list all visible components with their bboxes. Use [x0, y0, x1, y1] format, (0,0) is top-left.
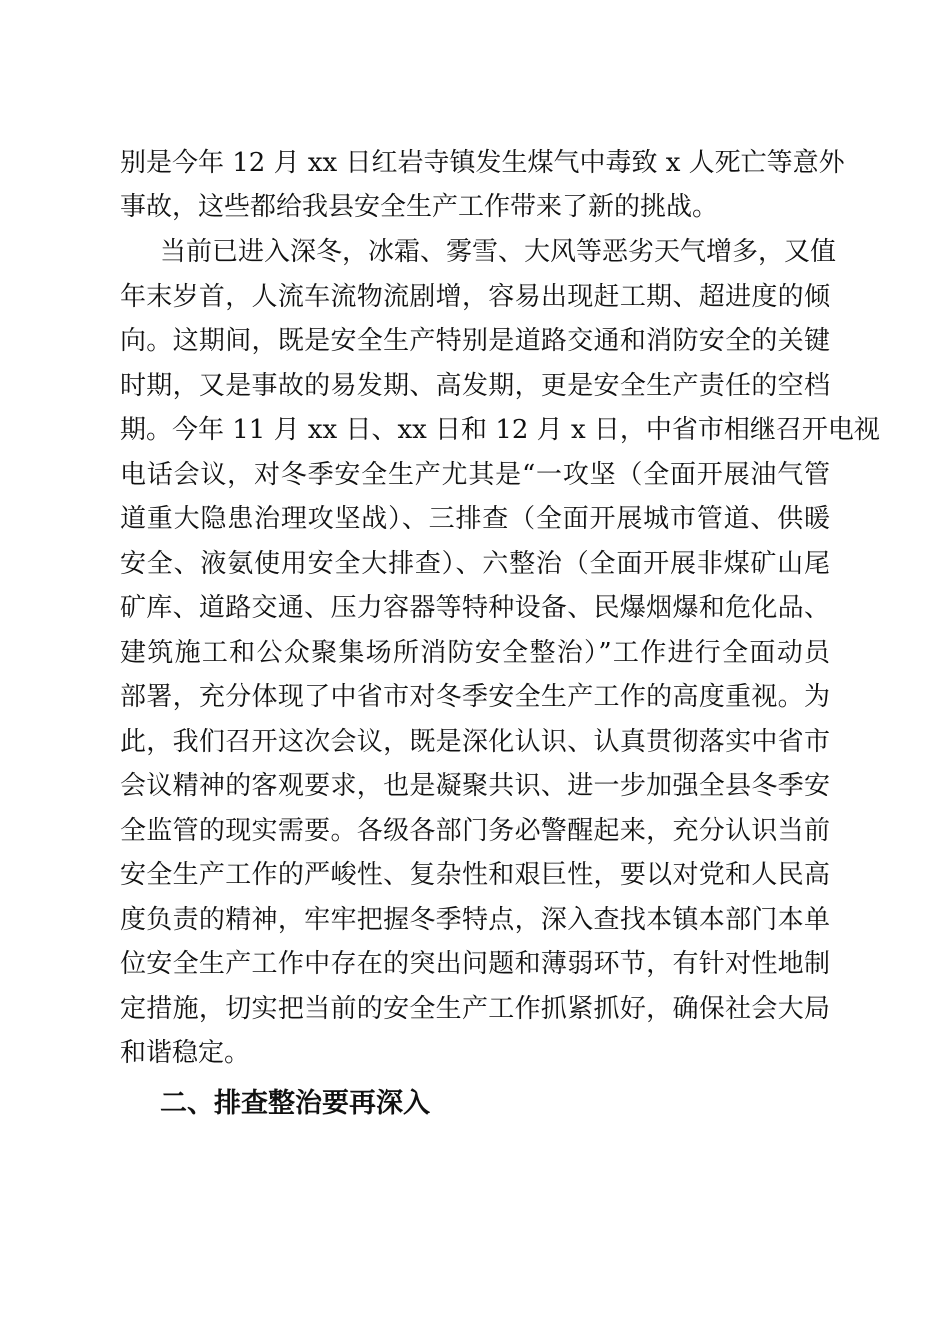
- text-line: 安全生产工作的严峻性、复杂性和艰巨性，要以对党和人民高: [120, 860, 830, 890]
- text-line: 向。这期间，既是安全生产特别是道路交通和消防安全的关键: [120, 326, 830, 356]
- text-line: 部署，充分体现了中省市对冬季安全生产工作的高度重视。为: [120, 682, 830, 712]
- text-line: 当前已进入深冬，冰霜、雾雪、大风等恶劣天气增多，又值: [160, 237, 837, 267]
- text-line: 期。今年 11 月 xx 日、xx 日和 12 月 x 日，中省市相继召开电视: [120, 415, 880, 445]
- text-line: 事故，这些都给我县安全生产工作带来了新的挑战。: [120, 192, 719, 222]
- text-line: 矿库、道路交通、压力容器等特种设备、民爆烟爆和危化品、: [120, 593, 830, 623]
- text-line: 和谐稳定。: [120, 1038, 251, 1068]
- text-line: 电话会议，对冬季安全生产尤其是“一攻坚（全面开展油气管: [120, 460, 830, 490]
- text-line: 时期，又是事故的易发期、高发期，更是安全生产责任的空档: [120, 371, 830, 401]
- text-line: 全监管的现实需要。各级各部门务必警醒起来，充分认识当前: [120, 816, 830, 846]
- text-line: 安全、液氨使用安全大排查）、六整治（全面开展非煤矿山尾: [120, 549, 830, 579]
- text-line: 会议精神的客观要求，也是凝聚共识、进一步加强全县冬季安: [120, 771, 830, 801]
- text-line: 位安全生产工作中存在的突出问题和薄弱环节，有针对性地制: [120, 949, 830, 979]
- text-line: 定措施，切实把当前的安全生产工作抓紧抓好，确保社会大局: [120, 994, 830, 1024]
- text-line: 道重大隐患治理攻坚战）、三排查（全面开展城市管道、供暖: [120, 504, 830, 534]
- section-heading: 二、排查整治要再深入: [160, 1088, 430, 1119]
- text-line: 度负责的精神，牢牢把握冬季特点，深入查找本镇本部门本单: [120, 905, 830, 935]
- text-line: 年末岁首，人流车流物流剧增，容易出现赶工期、超进度的倾: [120, 282, 830, 312]
- text-line: 别是今年 12 月 xx 日红岩寺镇发生煤气中毒致 x 人死亡等意外: [120, 148, 845, 178]
- text-line: 此，我们召开这次会议，既是深化认识、认真贯彻落实中省市: [120, 727, 830, 757]
- text-line: 建筑施工和公众聚集场所消防安全整治）”工作进行全面动员: [120, 638, 830, 668]
